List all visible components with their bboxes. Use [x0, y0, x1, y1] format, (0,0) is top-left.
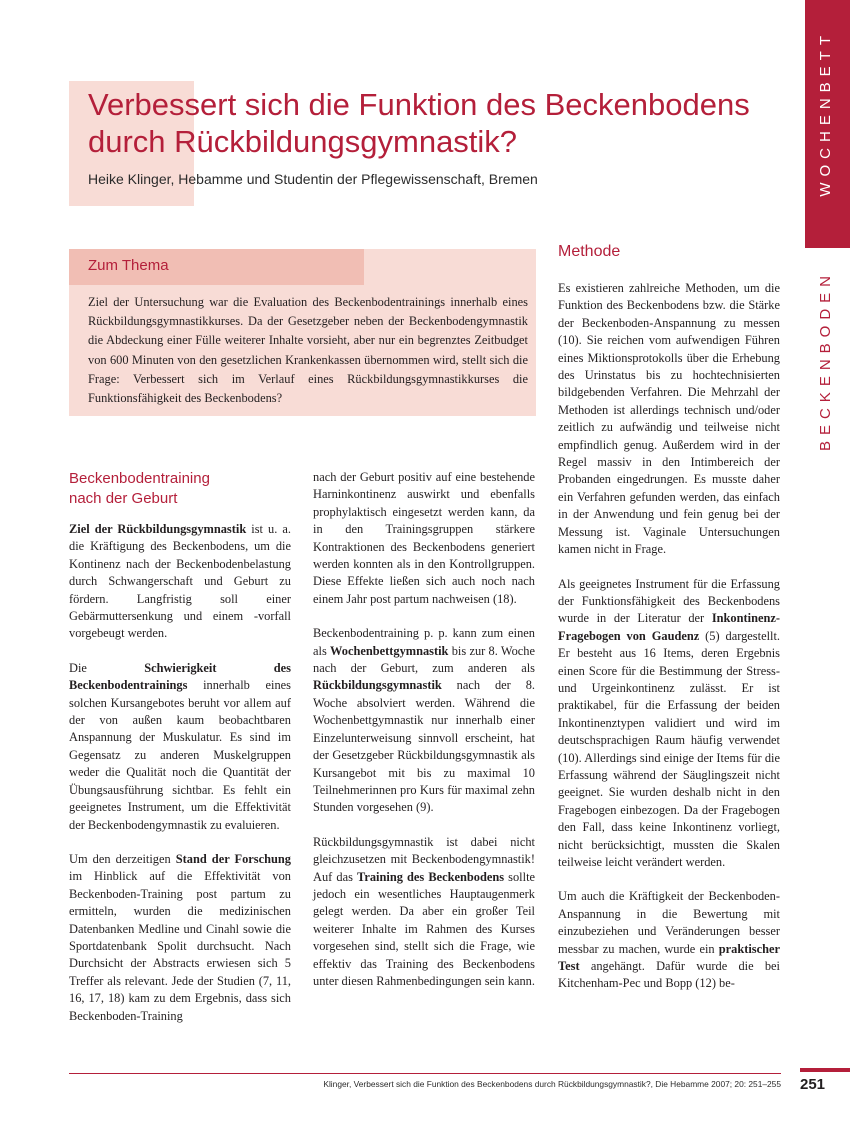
paragraph-text: nach der 8. Woche absolviert werden. Während die Wochenbettgymnastik nur innerhalb einer Einzelunterweisung sinnvoll erscheint, hat der Gesetzgeber Rückbildungsgymnastik als Kursangebot mit bis zu maximal 10 Teilnehmerinnen pro Kurs für maximal zehn Stunden vorgesehen (9). — [313, 678, 535, 815]
paragraph-text: Um den derzeitigen — [69, 851, 176, 866]
paragraph-text: bis zur 8. Woche nach der Geburt, zum anderen als — [313, 643, 535, 676]
paragraph: nach der Geburt positiv auf eine bestehende Harninkontinenz auswirkt und ebenfalls prophylaktisch eingesetzt werden kann, da in den Trainingsgruppen stärkere Kontraktionen des Beckenbodens generiert werden konnten als in den Kontrollgruppen. Diese Effekte ließen sich auch noch nach einem Jahr post partum nachweisen (18). — [313, 470, 535, 606]
bold-term: Wochenbettgymnastik — [330, 643, 449, 658]
paragraph — [69, 660, 291, 834]
heading-line-1: Beckenbodentraining — [69, 470, 210, 487]
paragraph: Es existieren zahlreiche Methoden, um die Funktion des Beckenbodens bzw. die Stärke der Beckenboden-Anspannung zu messen (10). Sie reichen vom aufwendigen Führen eines Miktionsprotokolls über die Erhebung des Urinstatus bis zu hochtechnisierten bildgebenden Verfahren. Die Mehrzahl der Methoden ist allerdings technisch und/oder zeitlich zu aufwändig und teilweise nicht empfindlich genug. Außerdem wird in der Regel massiv in den Intimbereich der Probanden eingedrungen. Es musste daher ein Verfahren gefunden werden, das einfach in der Anwendung und fein genug bei der Messung ist. Vaginale Untersuchungen kamen nicht in Frage. — [558, 281, 780, 557]
paragraph-text: angehängt. Dafür wurde die bei Kitchenham-Pec und Bopp (12) be- — [558, 959, 780, 991]
bold-term: praktischer Test — [558, 941, 780, 974]
topic-label: BECKENBODEN — [817, 270, 834, 452]
paragraph-text: ist u. a. die Kräftigung des Beckenbodens, um die Kontinenz nach der Beckenbodenbelastung durch Schwangerschaft und Geburt zu fördern. Langfristig soll einer Gebärmuttersenkung und einem -vorfall vorgebeugt werden. — [69, 522, 291, 641]
footer-accent-bar — [800, 1068, 850, 1072]
title-line-1: Verbessert sich die Funktion des Beckenbodens — [88, 87, 750, 122]
text-column-2 — [313, 469, 535, 1007]
bold-term: Schwierigkeit des Beckenbodentrainings — [69, 660, 291, 693]
paragraph-text: sollte jedoch ein wesentliches Hauptaugenmerk gelegt werden. Da aber ein großer Teil weiterer Inhalte im Rahmen des Kurses vorgesehen sind, stellt sich die Frage, wie effektiv das Training des Beckenbodens unter diesen Rahmenbedingungen sein kann. — [313, 869, 536, 988]
bold-term: Ziel der Rückbildungsgymnastik — [69, 522, 247, 536]
paragraph — [69, 851, 291, 1025]
bold-term: Stand der Forschung — [175, 851, 291, 866]
summary-title: Zum Thema — [88, 257, 169, 274]
paragraph-text: Als geeignetes Instrument für die Erfassung der Funktionsfähigkeit des Beckenbodens wurde in der Literatur der — [558, 576, 780, 626]
author-line: Heike Klinger, Hebamme und Studentin der Pflegewissenschaft, Bremen — [88, 171, 538, 187]
text-column-3 — [558, 280, 780, 1010]
paragraph — [558, 576, 780, 872]
paragraph-text: (5) dargestellt. Er besteht aus 16 Items, deren Ergebnis einen Score für die Bestimmung der Stress- und Urgeinkontinenz zulässt. Er ist praktikabel, für die Erfassung der beiden Inkontinenztypen validiert und wird im deutschsprachigen Raum häufig verwendet (10). Allerdings sind einige der Items für die Erfassung während der Säuglingszeit nicht geeignet. Sie wurden deshalb nicht in den Fragebogen einbezogen. Da der Fragebogen den Fall, dass keine Inkontinenz vorliegt, nicht berücksichtigt, mussten die Skalen teilweise leicht verändert werden. — [558, 628, 780, 869]
footer-rule — [69, 1073, 781, 1074]
section-heading-methode: Methode — [558, 243, 621, 260]
paragraph-text: Die — [69, 660, 145, 675]
paragraph-text: im Hinblick auf die Effektivität von Beckenboden-Training post partum zu ermitteln, wurden die medizinischen Datenbanken Medline und Cinahl sowie die Sportdatenbank Spolit durchsucht. Nach Durchsicht der Abstracts erwiesen sich 5 Treffer als relevant. Jede der Studien (7, 11, 16, 17, 18) kam zu dem Ergebnis, dass sich Beckenboden-Training — [69, 869, 291, 1023]
paragraph — [69, 521, 291, 643]
page-number: 251 — [800, 1076, 826, 1093]
paragraph-text: Rückbildungsgymnastik ist dabei nicht gleichzusetzen mit Beckenbodengymnastik! Auf das — [313, 834, 535, 884]
bold-term: Training des Beckenbodens — [357, 869, 505, 884]
section-tab-label: WOCHENBETT — [817, 30, 834, 197]
summary-text: Ziel der Untersuchung war die Evaluation des Beckenbodentrainings innerhalb eines Rückbildungsgymnastikkurses. Da der Gesetzgeber neben der Beckenbodengymnastik die Abdeckung einer Fülle weiterer Inhalte vorsieht, aber nur ein begrenztes Zeitbudget von 600 Minuten von den gesetzlichen Krankenkassen übernommen wird, stellt sich die Frage: Verbessert sich im Verlauf eines Rückbildungsgymnastikkurses die Funktionsfähigkeit des Beckenbodens? — [88, 295, 528, 406]
paragraph — [558, 888, 780, 992]
footer-citation: Klinger, Verbessert sich die Funktion des Beckenbodens durch Rückbildungsgymnastik?, Die Hebamme 2007; 20: 251–255 — [323, 1079, 781, 1089]
paragraph-text: Beckenbodentraining p. p. kann zum einen als — [313, 626, 535, 658]
article-title — [88, 86, 778, 160]
heading-line-2: nach der Geburt — [69, 490, 178, 507]
section-heading-training — [69, 469, 291, 509]
paragraph-text: Um auch die Kräftigkeit der Beckenboden-Anspannung in die Bewertung mit einzubeziehen und Veränderungen besser messbar zu machen, wurde ein — [558, 889, 780, 956]
paragraph-text: innerhalb eines solchen Kursangebotes beruht vor allem auf der von außen kaum beobachtbaren Anspannung der Muskulatur. Es sind im Gegensatz zu anderen Muskelgruppen weder die Qualität noch die Quantität der Übungsausführung sichtbar. Es fehlt ein geeignetes Instrument, um die Effektivität der Beckenbodengymnastik zu evaluieren. — [69, 678, 291, 832]
bold-term: Inkontinenz-Fragebogen von Gaudenz — [558, 611, 780, 643]
title-line-2: durch Rückbildungsgymnastik? — [88, 124, 518, 159]
paragraph — [313, 834, 535, 991]
bold-term: Rückbildungsgymnastik — [313, 678, 442, 693]
text-column-1 — [69, 521, 291, 1042]
paragraph — [313, 625, 535, 816]
